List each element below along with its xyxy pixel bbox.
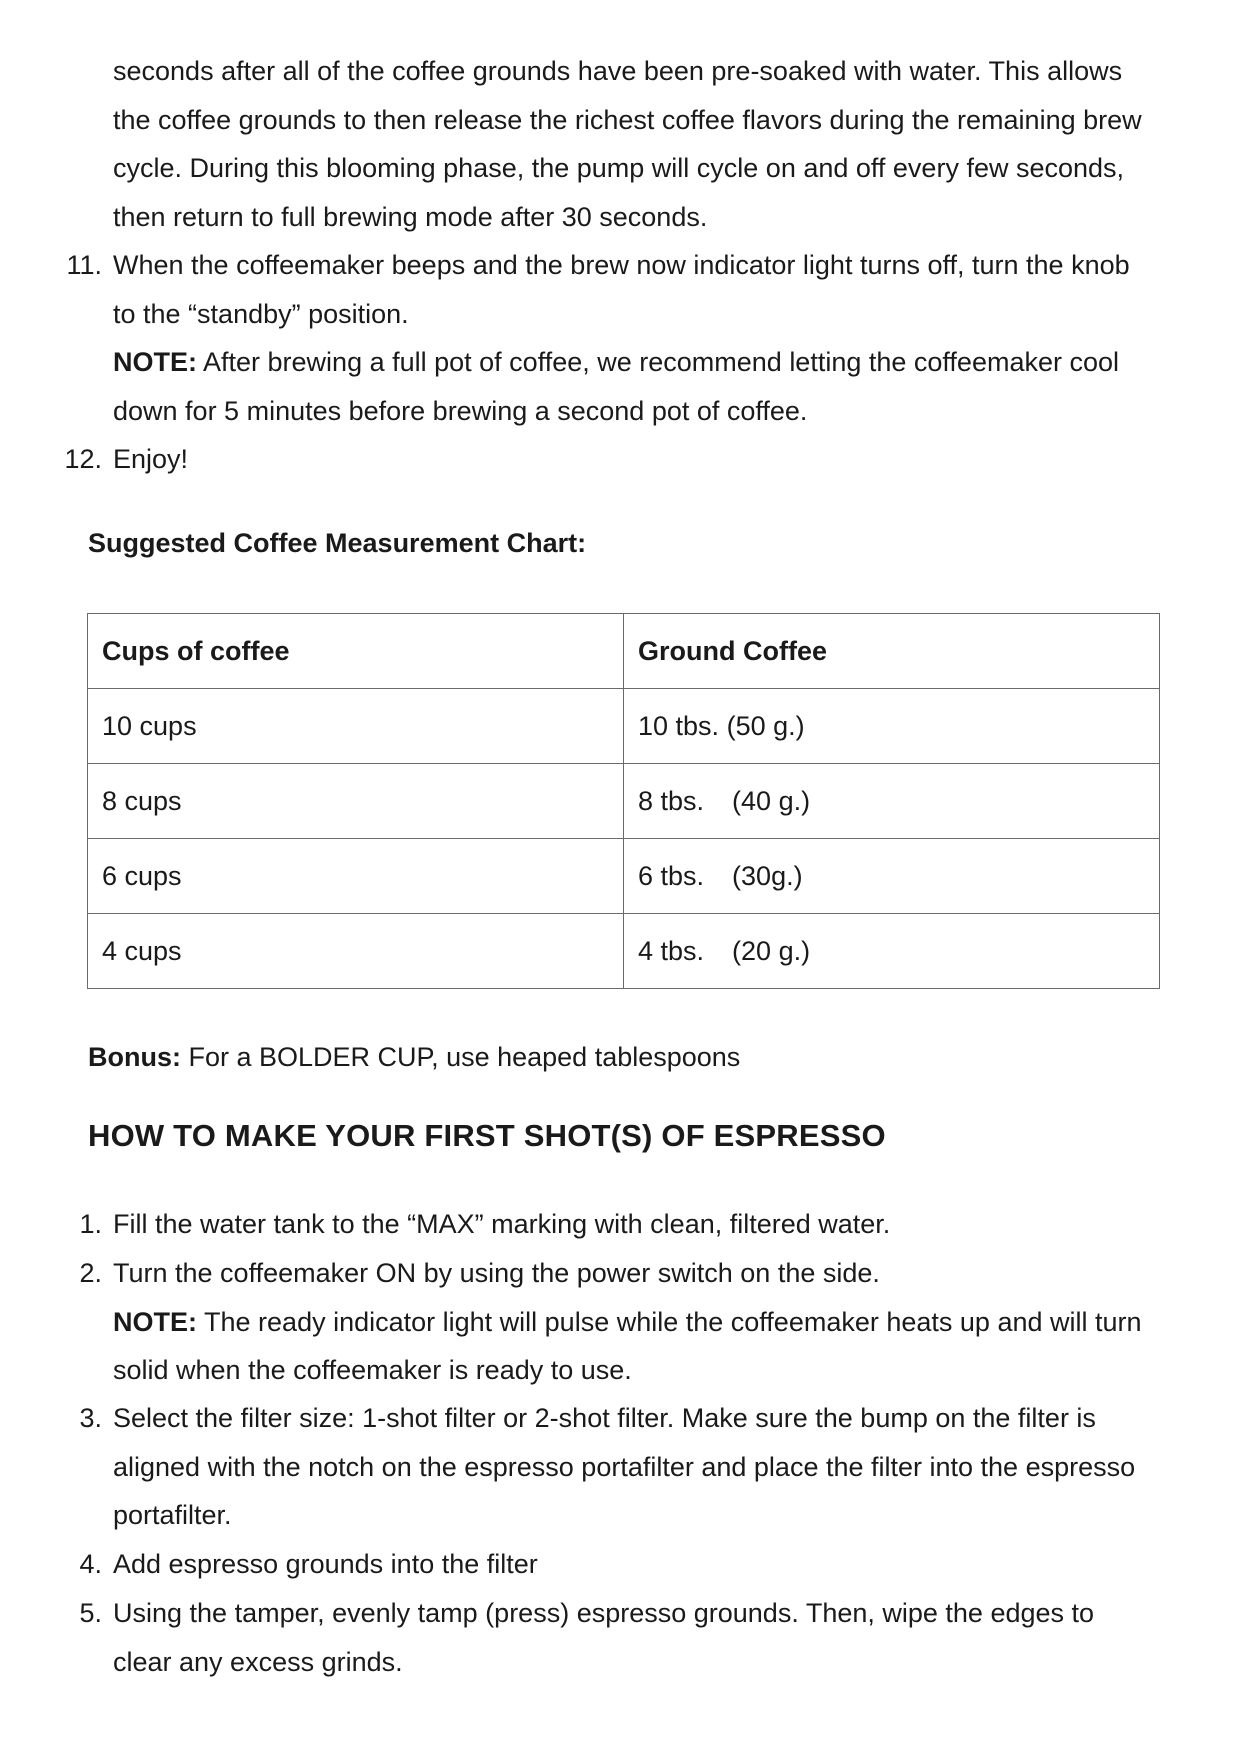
table-row [88,914,1160,989]
step-number: 12. [64,444,102,474]
amount-tbs: 6 tbs. [638,860,705,891]
text-line: Using the tamper, evenly tamp (press) espresso grounds. Then, wipe the edges to [113,1598,1095,1628]
note-label: NOTE: [113,347,197,377]
bonus-label: Bonus: [88,1042,181,1072]
table-row [88,839,1160,914]
espresso-step-3 [113,1394,1135,1540]
text-line: When the coffeemaker beeps and the brew now indicator light turns off, turn the knob [113,250,1130,280]
espresso-step-5 [113,1589,1094,1686]
text-line: to the “standby” position. [113,298,409,329]
note-line [113,338,1130,387]
espresso-step-1 [113,1200,890,1249]
note-label: NOTE: [113,1306,197,1337]
espresso-step-2 [113,1249,1142,1395]
cell-amount [624,764,1160,839]
text-line: clear any excess grinds. [113,1646,403,1677]
step-number: 2. [79,1258,102,1288]
cell-cups: 6 cups [88,839,624,914]
text-line: portafilter. [113,1500,232,1530]
text-line: Turn the coffeemaker ON by using the power switch on the side. [113,1258,880,1288]
text-line: seconds after all of the coffee grounds have been pre-soaked with water. This allows [113,56,1123,86]
cell-cups: 10 cups [88,689,624,764]
text-line: then return to full brewing mode after 30 seconds. [113,201,708,232]
amount-grams: (20 g.) [732,935,811,966]
amount-tbs: 4 tbs. [638,935,705,966]
amount-tbs: 8 tbs. [638,785,705,816]
table-header-row [88,614,1160,689]
step-number: 3. [79,1403,102,1433]
note-text: After brewing a full pot of coffee, we recommend letting the coffeemaker cool [197,347,1120,377]
step-11-text [113,241,1130,435]
cell-amount [624,689,1160,764]
text-line: Select the filter size: 1-shot filter or 2-shot filter. Make sure the bump on the filter is [113,1403,1096,1433]
header-ground-coffee: Ground Coffee [624,614,1160,689]
cell-cups: 8 cups [88,764,624,839]
text-line: the coffee grounds to then release the richest coffee flavors during the remaining brew [113,104,1142,135]
amount-grams: (30g.) [732,860,803,891]
text-line: solid when the coffeemaker is ready to use. [113,1355,632,1385]
amount-grams: (40 g.) [732,785,811,816]
text-line: Enjoy! [113,444,189,474]
table-row [88,689,1160,764]
bonus-tip [88,1042,740,1073]
text-line: Add espresso grounds into the filter [113,1549,538,1579]
cell-cups: 4 cups [88,914,624,989]
note-text: The ready indicator light will pulse while the coffeemaker heats up and will turn [197,1306,1142,1337]
step-number: 1. [79,1209,102,1239]
bonus-text: For a BOLDER CUP, use heaped tablespoons [180,1042,741,1072]
continuation-paragraph [113,47,1142,241]
step-number: 4. [79,1549,102,1579]
note-line [113,1298,1142,1347]
text-line: Fill the water tank to the “MAX” marking with clean, filtered water. [113,1209,891,1239]
chart-title: Suggested Coffee Measurement Chart: [88,528,587,558]
text-line: aligned with the notch on the espresso portafilter and place the filter into the espresso [113,1451,1136,1482]
step-number: 11. [66,250,102,280]
text-line: down for 5 minutes before brewing a second pot of coffee. [113,395,808,426]
header-cups: Cups of coffee [88,614,624,689]
section-heading: HOW TO MAKE YOUR FIRST SHOT(S) OF ESPRESSO [88,1118,886,1153]
step-12-text [113,435,188,484]
amount-grams: (50 g.) [726,710,805,741]
table-row [88,764,1160,839]
cell-amount [624,839,1160,914]
measurement-table [87,613,1160,989]
step-number: 5. [79,1598,102,1628]
espresso-step-4 [113,1540,538,1589]
cell-amount [624,914,1160,989]
text-line: cycle. During this blooming phase, the pump will cycle on and off every few seconds, [113,153,1125,183]
amount-tbs: 10 tbs. [638,710,720,741]
